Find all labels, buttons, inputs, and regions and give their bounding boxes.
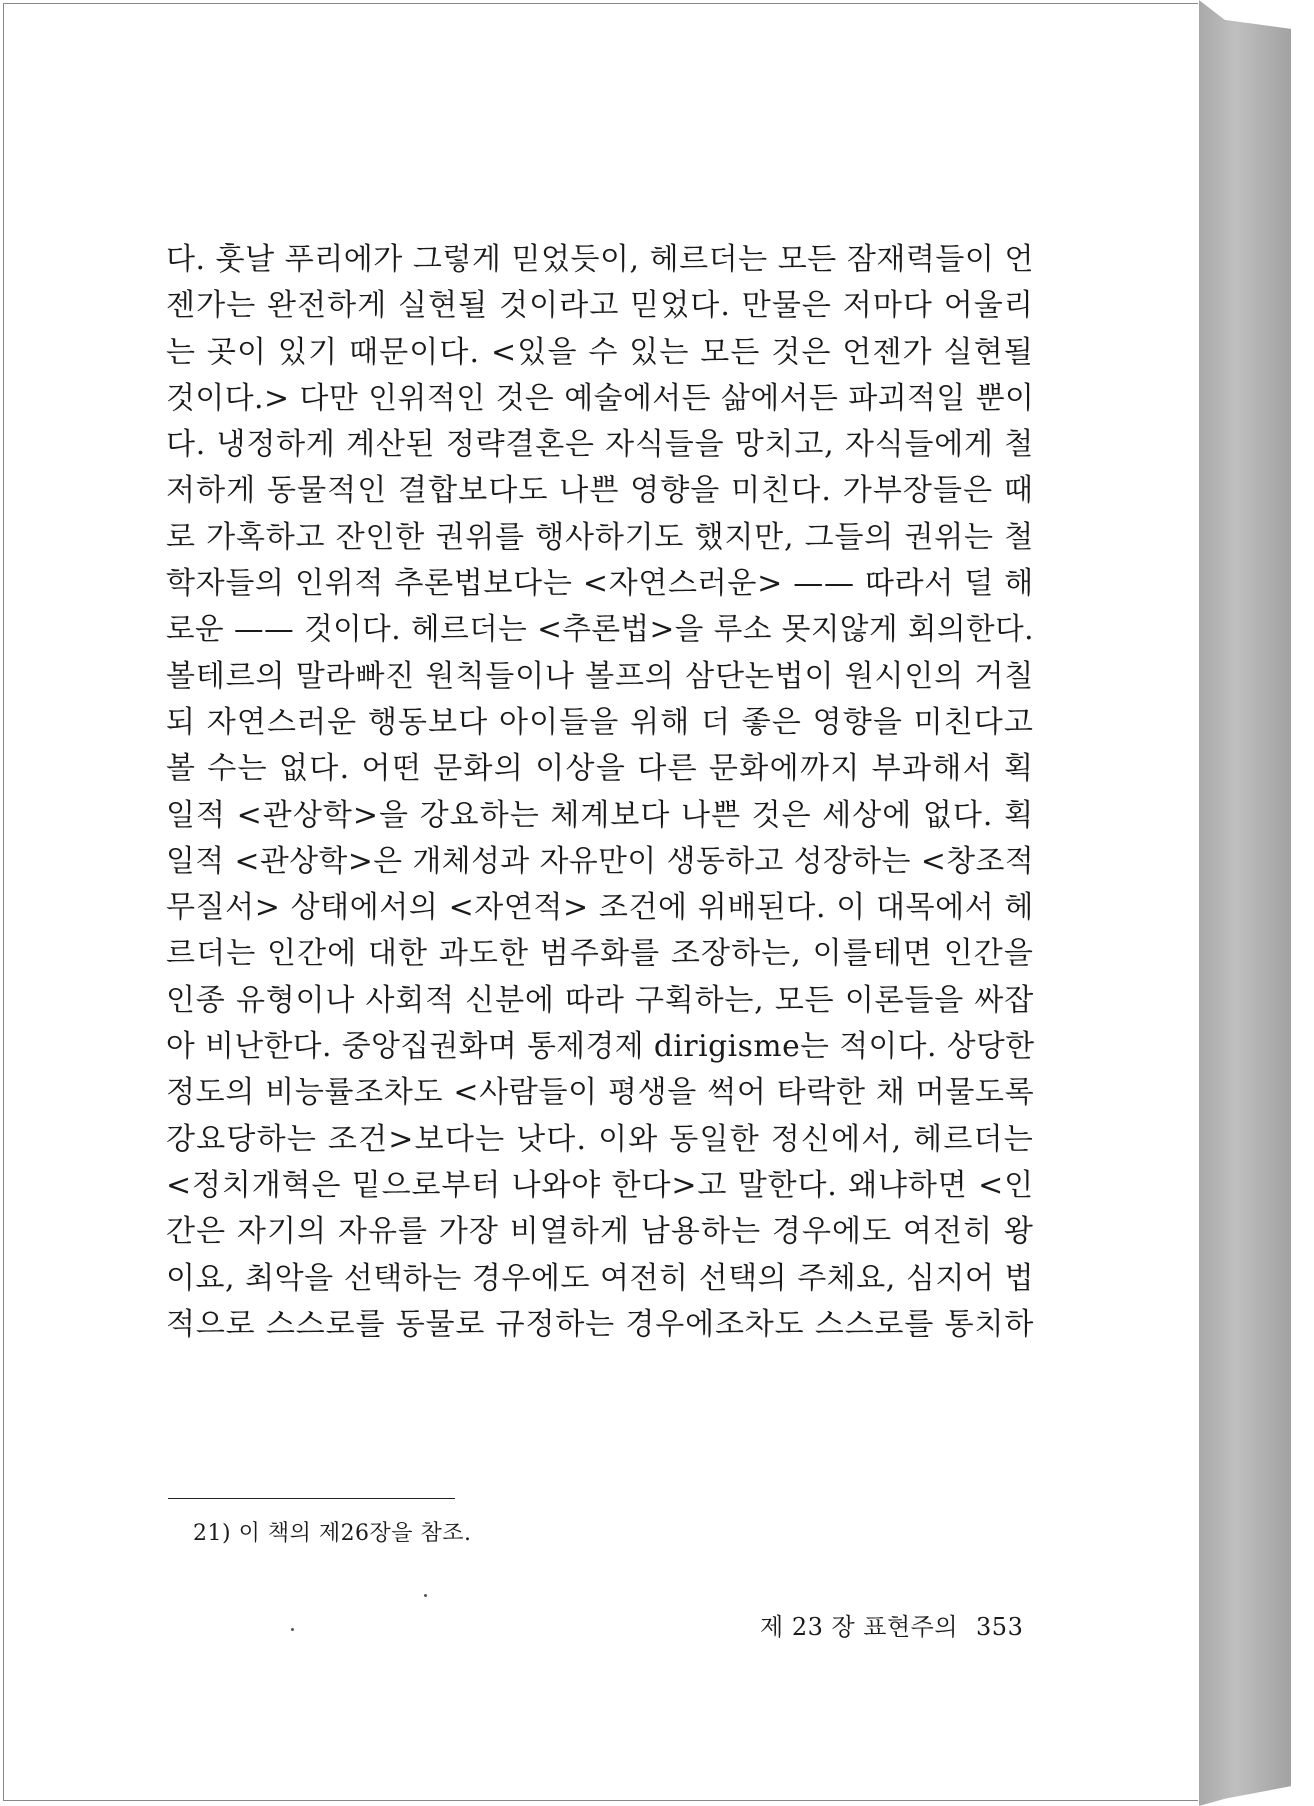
footnote: 21) 이 책의 제26장을 참조. [193, 1521, 472, 1546]
running-footer [760, 1607, 1023, 1642]
scan-speck [291, 1628, 294, 1631]
text-line: 저하게 동물적인 결합보다도 나쁜 영향을 미친다. 가부장들은 때 [166, 473, 1034, 509]
text-line: 볼 수는 없다. 어떤 문화의 이상을 다른 문화에까지 부과해서 획 [166, 751, 1035, 787]
text-line: 는 곳이 있기 때문이다. <있을 수 있는 모든 것은 언젠가 실현될 [166, 334, 1034, 370]
text-line: 간은 자기의 자유를 가장 비열하게 남용하는 경우에도 여전히 왕 [166, 1214, 1034, 1250]
text-line: 다. 냉정하게 계산된 정략결혼은 자식들을 망치고, 자식들에게 철 [166, 427, 1034, 463]
running-head: 제 23 장 표현주의 [760, 1613, 959, 1641]
book-page-edge [1199, 0, 1291, 1806]
text-line: 다. 훗날 푸리에가 그렇게 믿었듯이, 헤르더는 모든 잠재력들이 언 [166, 242, 1034, 277]
text-line: 되 자연스러운 행동보다 아이들을 위해 더 좋은 영향을 미친다고 [166, 704, 1034, 740]
text-line: <정치개혁은 밑으로부터 나와야 한다>고 말한다. 왜냐하면 <인 [166, 1167, 1034, 1203]
text-line: 일적 <관상학>을 강요하는 체계보다 나쁜 것은 세상에 없다. 획 [166, 797, 1035, 833]
text-line: 강요당하는 조건>보다는 낫다. 이와 동일한 정신에서, 헤르더는 [166, 1121, 1034, 1157]
text-line: 아 비난한다. 중앙집권화며 통제경제 dirigisme는 적이다. 상당한 [166, 1029, 1035, 1065]
text-line: 인종 유형이나 사회적 신분에 따라 구획하는, 모든 이론들을 싸잡 [166, 982, 1034, 1018]
text-line: 이요, 최악을 선택하는 경우에도 여전히 선택의 주체요, 심지어 법 [166, 1260, 1034, 1296]
text-line: 로 가혹하고 잔인한 권위를 행사하기도 했지만, 그들의 권위는 철 [166, 519, 1034, 555]
text-line: 볼테르의 말라빠진 원칙들이나 볼프의 삼단논법이 원시인의 거칠 [166, 658, 1035, 694]
text-line: 르더는 인간에 대한 과도한 범주화를 조장하는, 이를테면 인간을 [166, 936, 1034, 972]
book-page [3, 3, 1198, 1801]
text-line: 적으로 스스로를 동물로 규정하는 경우에조차도 스스로를 통치하 [166, 1306, 1035, 1342]
text-line: 정도의 비능률조차도 <사람들이 평생을 썩어 타락한 채 머물도록 [166, 1075, 1035, 1111]
text-line: 젠가는 완전하게 실현될 것이라고 믿었다. 만물은 저마다 어울리 [166, 288, 1034, 324]
text-line: 무질서> 상태에서의 <자연적> 조건에 위배된다. 이 대목에서 헤 [166, 890, 1034, 926]
footnote-divider [168, 1498, 455, 1499]
body-text [166, 237, 1034, 1348]
text-line: 일적 <관상학>은 개체성과 자유만이 생동하고 성장하는 <창조적 [166, 843, 1035, 879]
text-line: 로운 —— 것이다. 헤르더는 <추론법>을 루소 못지않게 회의한다. [166, 612, 1034, 648]
text-line: 학자들의 인위적 추론법보다는 <자연스러운> —— 따라서 덜 해 [166, 566, 1034, 602]
page-number: 353 [976, 1613, 1024, 1641]
text-line: 것이다.> 다만 인위적인 것은 예술에서든 삶에서든 파괴적일 뿐이 [166, 380, 1035, 416]
scan-speck [424, 1594, 427, 1597]
